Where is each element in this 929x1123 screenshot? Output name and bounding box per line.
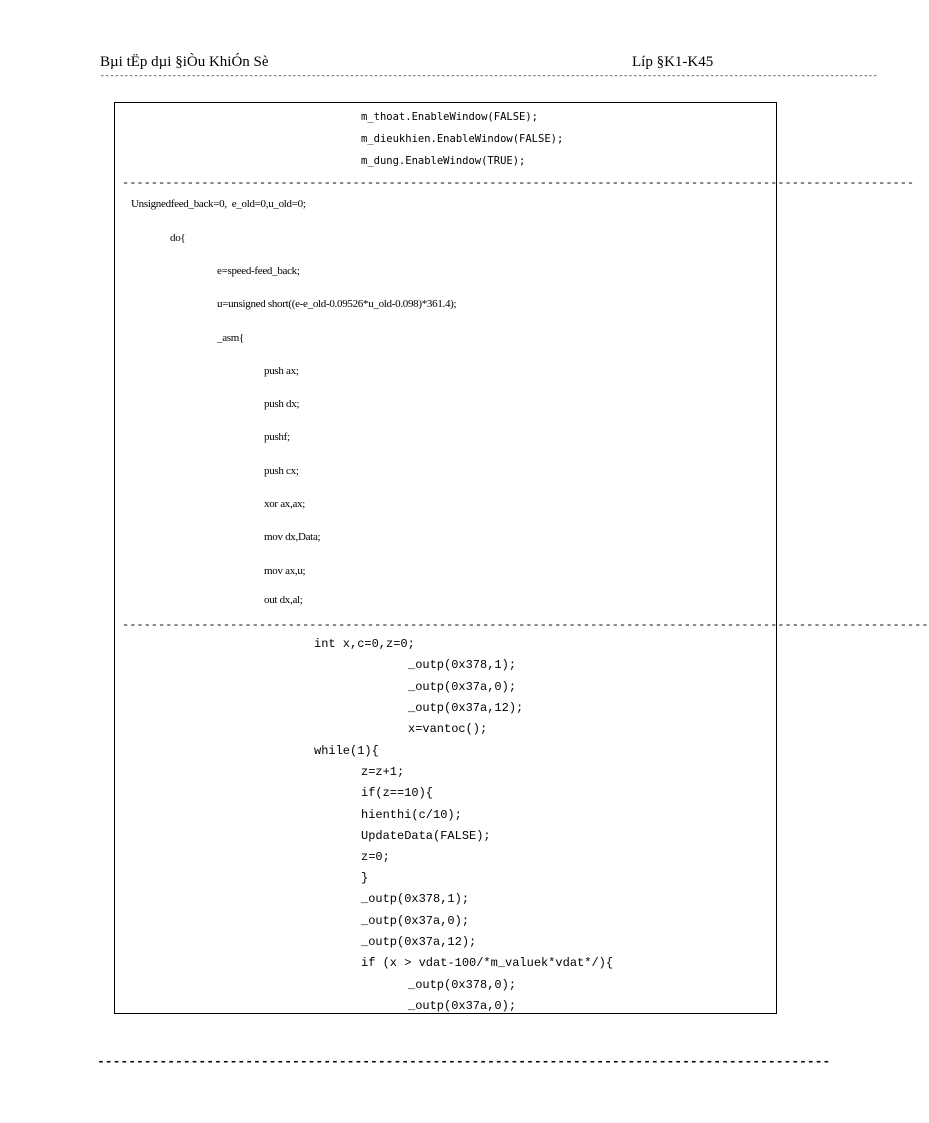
code-line: m_dung.EnableWindow(TRUE); bbox=[361, 155, 526, 167]
code-line: hienthi(c/10); bbox=[361, 808, 462, 822]
code-line: _outp(0x378,0); bbox=[408, 978, 517, 992]
code-line: pushf; bbox=[264, 431, 290, 443]
footer-divider: ---------------------------------------------------------------------------------------------- bbox=[97, 1054, 831, 1069]
code-line: Unsignedfeed_back=0, e_old=0,u_old=0; bbox=[131, 198, 306, 210]
code-line: mov dx,Data; bbox=[264, 531, 321, 543]
code-line: xor ax,ax; bbox=[264, 498, 305, 510]
code-line: push ax; bbox=[264, 365, 299, 377]
code-line: _outp(0x37a,0); bbox=[361, 914, 470, 928]
code-line: do{ bbox=[170, 232, 186, 244]
section-divider: ---------------------------------------------------------------------------------------------------------------- bbox=[122, 618, 929, 632]
code-line: z=z+1; bbox=[361, 765, 405, 779]
code-line: _outp(0x378,1); bbox=[361, 892, 470, 906]
section-divider: -------------------------------------------------------------------------------------------------------------- bbox=[122, 176, 915, 190]
code-line: _asm{ bbox=[217, 332, 244, 344]
header-divider: ------------------------------------------------------------------------------------------------------------------------------------------------------------------ bbox=[100, 72, 878, 81]
code-line: mov ax,u; bbox=[264, 565, 306, 577]
code-line: out dx,al; bbox=[264, 594, 303, 606]
code-line: _outp(0x37a,12); bbox=[408, 701, 524, 715]
code-line: _outp(0x37a,0); bbox=[408, 680, 517, 694]
code-line: _outp(0x37a,12); bbox=[361, 935, 477, 949]
code-line: push dx; bbox=[264, 398, 300, 410]
code-line: u=unsigned short((e-e_old-0.09526*u_old-0.098)*361.4); bbox=[217, 298, 457, 310]
header-right-class: Líp §K1-K45 bbox=[632, 54, 714, 70]
code-line: if(z==10){ bbox=[361, 786, 434, 800]
code-line: } bbox=[361, 871, 369, 885]
code-line: push cx; bbox=[264, 465, 299, 477]
header-left-title: Bµi tËp dµi §iÒu KhiÓn Sè bbox=[100, 54, 269, 70]
code-line: m_thoat.EnableWindow(FALSE); bbox=[361, 111, 539, 123]
code-line: _outp(0x378,1); bbox=[408, 658, 517, 672]
code-line: UpdateData(FALSE); bbox=[361, 829, 491, 843]
code-line: m_dieukhien.EnableWindow(FALSE); bbox=[361, 133, 564, 145]
code-line: if (x > vdat-100/*m_valuek*vdat*/){ bbox=[361, 956, 614, 970]
code-line: e=speed-feed_back; bbox=[217, 265, 300, 277]
code-line: x=vantoc(); bbox=[408, 722, 488, 736]
code-line: int x,c=0,z=0; bbox=[314, 637, 415, 651]
code-line: while(1){ bbox=[314, 744, 379, 758]
code-line: _outp(0x37a,0); bbox=[408, 999, 517, 1013]
code-line: z=0; bbox=[361, 850, 390, 864]
code-frame bbox=[114, 102, 929, 1014]
